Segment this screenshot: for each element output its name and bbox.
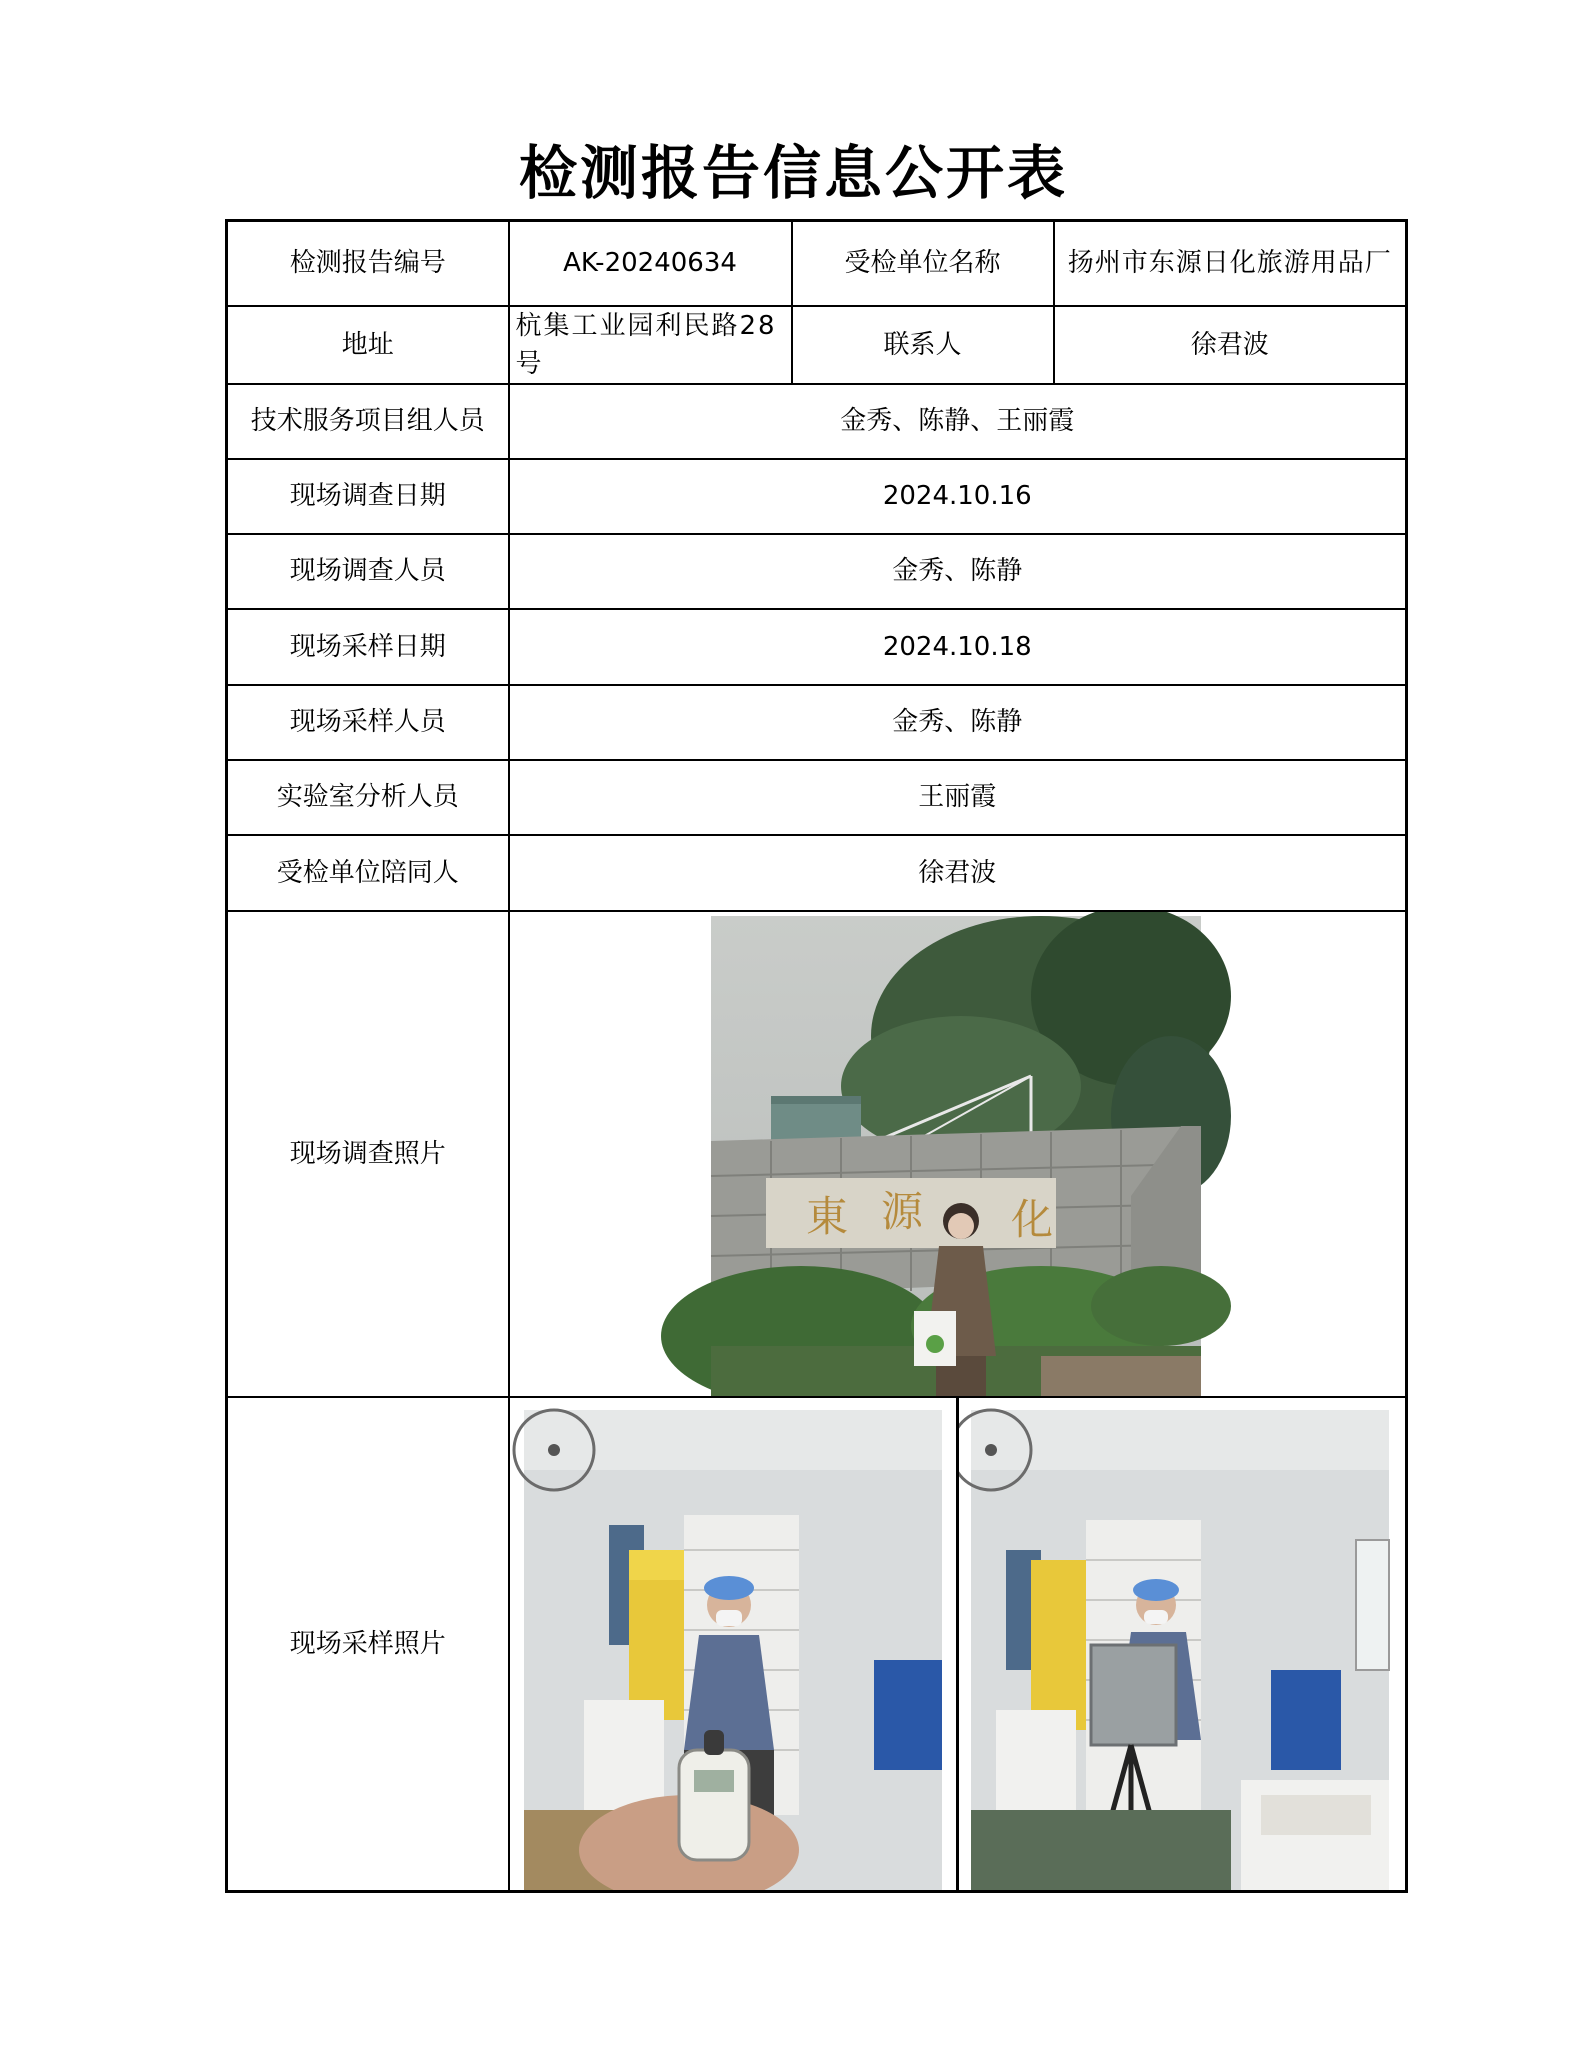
unit-name-label: 受检单位名称 (792, 221, 1054, 306)
table-row (227, 835, 1407, 911)
table-row (227, 459, 1407, 534)
table-row (227, 534, 1407, 609)
escort-label: 受检单位陪同人 (227, 835, 509, 911)
sampling-date-value: 2024.10.18 (509, 609, 1407, 685)
table-row (227, 306, 1407, 384)
sampling-staff-value: 金秀、陈静 (509, 685, 1407, 760)
sampling-photos-cell (509, 1397, 1407, 1892)
lab-staff-label: 实验室分析人员 (227, 760, 509, 835)
contact-label: 联系人 (792, 306, 1054, 384)
team-value: 金秀、陈静、王丽霞 (509, 384, 1407, 459)
table-row (227, 685, 1407, 760)
address-label: 地址 (227, 306, 509, 384)
sampling-date-label: 现场采样日期 (227, 609, 509, 685)
survey-photo-cell (509, 911, 1407, 1397)
unit-name-value: 扬州市东源日化旅游用品厂 (1054, 221, 1407, 306)
contact-value: 徐君波 (1054, 306, 1407, 384)
report-no-label: 检测报告编号 (227, 221, 509, 306)
sampling-staff-label: 现场采样人员 (227, 685, 509, 760)
survey-staff-label: 现场调查人员 (227, 534, 509, 609)
survey-photo-label: 现场调查照片 (227, 911, 509, 1397)
table-row (227, 911, 1407, 1397)
team-label: 技术服务项目组人员 (227, 384, 509, 459)
table-row (227, 1397, 1407, 1892)
survey-date-value: 2024.10.16 (509, 459, 1407, 534)
sampling-photo-1 (510, 1398, 950, 1890)
survey-date-label: 现场调查日期 (227, 459, 509, 534)
table-row (227, 384, 1407, 459)
escort-value: 徐君波 (509, 835, 1407, 911)
gate-sign-char: 源 (880, 1186, 923, 1236)
report-table (225, 219, 1408, 1893)
gate-sign-char: 東 (805, 1191, 848, 1241)
address-value: 杭集工业园利民路28号 (509, 306, 792, 384)
lab-staff-value: 王丽霞 (509, 760, 1407, 835)
gate-sign-char: 化 (1010, 1194, 1053, 1244)
page-title: 检测报告信息公开表 (518, 139, 1068, 207)
survey-photo (510, 912, 1406, 1396)
table-row (227, 760, 1407, 835)
report-no-value: AK-20240634 (509, 221, 792, 306)
table-row (227, 221, 1407, 306)
sampling-photo-label: 现场采样照片 (227, 1397, 509, 1892)
sampling-photo-2 (959, 1398, 1399, 1890)
survey-staff-value: 金秀、陈静 (509, 534, 1407, 609)
table-row (227, 609, 1407, 685)
